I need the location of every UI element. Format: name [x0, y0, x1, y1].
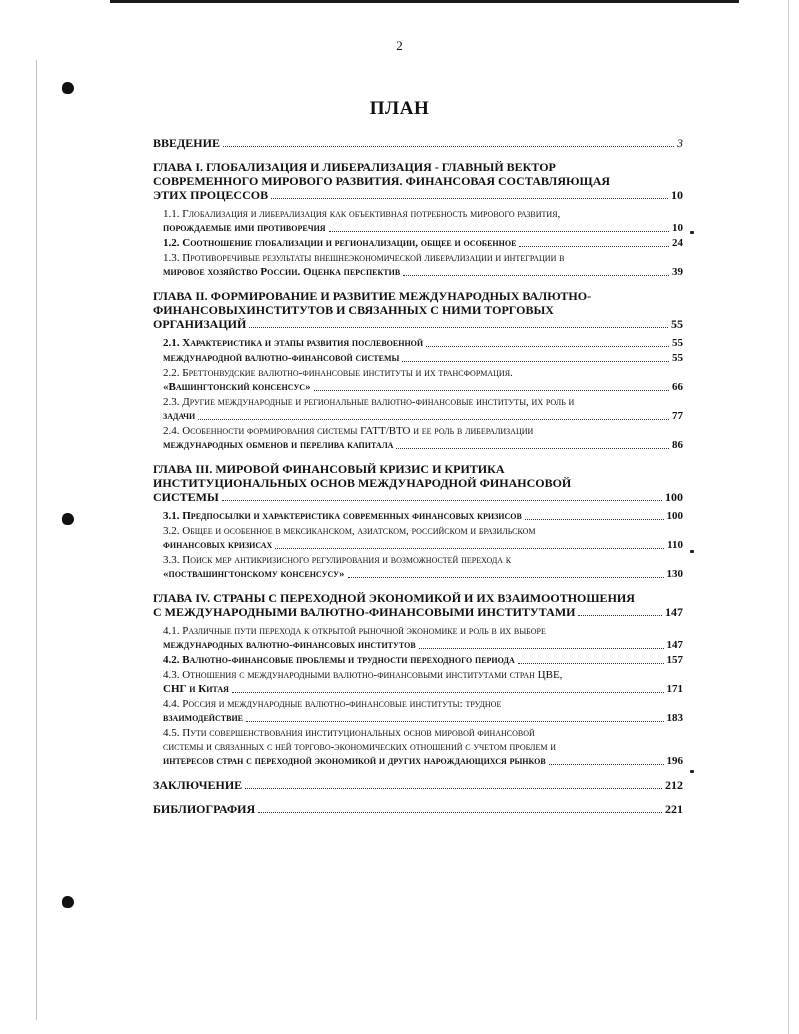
section-entry[interactable] — [163, 438, 683, 452]
toc-section — [163, 509, 683, 523]
page-number: 2 — [396, 38, 403, 53]
section-entry[interactable] — [163, 682, 683, 696]
page-title: ПЛАН — [369, 98, 430, 119]
section-entry[interactable] — [163, 754, 683, 768]
dot-leader — [198, 419, 669, 420]
dot-leader — [249, 327, 668, 328]
chapter-sections — [153, 624, 683, 768]
dot-leader — [246, 721, 663, 722]
chapter-heading-entry-label: СИСТЕМЫ — [153, 490, 219, 504]
section-line: 4.5. Пути совершенствования институциональных основ мировой финансовой — [163, 727, 535, 739]
dot-leader — [518, 663, 664, 664]
scan-speck — [690, 231, 694, 234]
section-entry-label: «Вашингтонский консенсус» — [163, 381, 311, 393]
section-entry-page: 171 — [666, 683, 683, 695]
section-entry-page: 77 — [672, 410, 683, 422]
section-entry-page: 100 — [666, 510, 683, 522]
chapter-heading-entry[interactable] — [153, 490, 683, 504]
chapter-sections — [153, 336, 683, 452]
section-entry-label: задачи — [163, 410, 196, 422]
toc-chapters — [153, 160, 683, 768]
section-entry-page: 157 — [666, 654, 683, 666]
section-line: 4.3. Отношения с международными валютно-финансовыми институтами стран ЦВЕ, — [163, 669, 563, 681]
section-entry[interactable] — [163, 265, 683, 279]
section-entry[interactable] — [163, 336, 683, 350]
toc-section — [163, 624, 683, 652]
section-entry-label: интересов стран с переходной экономикой и других нарождающихся рынков — [163, 755, 546, 767]
section-line: 4.4. Россия и международные валютно-финансовые институты: трудное — [163, 698, 502, 710]
scan-speck — [690, 770, 694, 773]
section-line: 2.4. Особенности формирования системы ГАТТ/ВТО и ее роль в либерализации — [163, 425, 534, 437]
section-line: 1.1. Глобализация и либерализация как объективная потребность мирового развития, — [163, 208, 561, 220]
toc-bibliography-label: БИБЛИОГРАФИЯ — [153, 802, 256, 816]
dot-leader — [222, 500, 662, 501]
chapter-heading-line: ФИНАНСОВЫХИНСТИТУТОВ И СВЯЗАННЫХ С НИМИ ТОРГОВЫХ — [153, 303, 554, 317]
section-entry[interactable] — [163, 567, 683, 581]
toc-section — [163, 726, 683, 768]
toc-section — [163, 653, 683, 667]
section-entry-page: 110 — [667, 539, 683, 551]
section-entry-page: 183 — [666, 712, 683, 724]
section-entry-label: 3.1. Предпосылки и характеристика современных финансовых кризисов — [163, 510, 522, 522]
toc-conclusion-label: ЗАКЛЮЧЕНИЕ — [153, 778, 243, 792]
scan-top-edge — [110, 0, 739, 3]
punch-hole-mark — [62, 82, 74, 94]
section-line: системы и связанных с ней торгово-экономических отношений с учетом проблем и — [163, 741, 556, 753]
dot-leader — [275, 548, 664, 549]
dot-leader — [426, 346, 669, 347]
toc-section — [163, 251, 683, 279]
section-entry-label: международной валютно-финансовой системы — [163, 352, 400, 364]
toc-section — [163, 236, 683, 250]
section-entry[interactable] — [163, 711, 683, 725]
section-entry-page: 86 — [672, 439, 683, 451]
section-entry-label: порождаемые ими противоречия — [163, 222, 326, 234]
dot-leader — [519, 246, 669, 247]
section-entry-label: СНГ и Китая — [163, 683, 229, 695]
section-line: 1.3. Противоречивые результаты внешнеэкономической либерализации и интеграции в — [163, 252, 565, 264]
toc-section — [163, 424, 683, 452]
toc-intro-page: 3 — [677, 136, 683, 150]
toc-bibliography[interactable] — [153, 802, 683, 816]
dot-leader — [245, 788, 662, 789]
section-entry-label: международных валютно-финансовых институтов — [163, 639, 416, 651]
dot-leader — [258, 812, 662, 813]
punch-hole-mark — [62, 513, 74, 525]
scan-left-edge — [36, 60, 37, 1020]
toc-section — [163, 553, 683, 581]
dot-leader — [402, 361, 669, 362]
dot-leader — [232, 692, 664, 693]
section-entry-page: 66 — [672, 381, 683, 393]
dot-leader — [525, 519, 664, 520]
toc-intro[interactable] — [153, 136, 683, 150]
toc-section — [163, 524, 683, 552]
section-entry-page: 55 — [672, 337, 683, 349]
chapter-heading-entry[interactable] — [153, 188, 683, 202]
toc-section — [163, 336, 683, 350]
chapter-heading-entry[interactable] — [153, 605, 683, 619]
section-entry[interactable] — [163, 236, 683, 250]
section-entry[interactable] — [163, 538, 683, 552]
chapter-sections — [153, 207, 683, 279]
dot-leader — [329, 231, 669, 232]
section-entry[interactable] — [163, 221, 683, 235]
toc-chapter-3 — [153, 462, 683, 581]
toc-section — [163, 207, 683, 235]
chapter-heading-line: ГЛАВА II. ФОРМИРОВАНИЕ И РАЗВИТИЕ МЕЖДУНАРОДНЫХ ВАЛЮТНО- — [153, 289, 592, 303]
section-entry[interactable] — [163, 653, 683, 667]
scan-right-edge — [788, 0, 789, 1034]
table-of-contents — [153, 136, 683, 816]
section-entry-page: 147 — [666, 639, 683, 651]
section-entry-label: международных обменов и перелива капитала — [163, 439, 394, 451]
scan-speck — [690, 550, 694, 553]
section-line: 4.1. Различные пути перехода к открытой рыночной экономике и роль в их выборе — [163, 625, 546, 637]
toc-chapter-2 — [153, 289, 683, 452]
section-line: 3.3. Поиск мер антикризисного регулирования и возможностей перехода к — [163, 554, 512, 566]
chapter-heading-line: ИНСТИТУЦИОНАЛЬНЫХ ОСНОВ МЕЖДУНАРОДНОЙ ФИНАНСОВОЙ — [153, 476, 572, 490]
toc-conclusion-page: 212 — [665, 778, 683, 792]
chapter-heading-line: ГЛАВА IV. СТРАНЫ С ПЕРЕХОДНОЙ ЭКОНОМИКОЙ И ИХ ВЗАИМООТНОШЕНИЯ — [153, 591, 635, 605]
toc-section — [163, 366, 683, 394]
toc-intro-label: ВВЕДЕНИЕ — [153, 136, 220, 150]
chapter-heading-entry-label: ОРГАНИЗАЦИЙ — [153, 317, 247, 331]
section-entry[interactable] — [163, 380, 683, 394]
toc-chapter-4 — [153, 591, 683, 768]
dot-leader — [223, 146, 674, 147]
section-line: 2.2. Бреттонвудские валютно-финансовые институты и их трансформация. — [163, 367, 513, 379]
chapter-sections — [153, 509, 683, 581]
chapter-heading-line: СОВРЕМЕННОГО МИРОВОГО РАЗВИТИЯ. ФИНАНСОВАЯ СОСТАВЛЯЮЩАЯ — [153, 174, 611, 188]
section-entry-page: 39 — [672, 266, 683, 278]
section-entry-page: 55 — [672, 352, 683, 364]
section-entry-page: 196 — [666, 755, 683, 767]
section-entry[interactable] — [163, 409, 683, 423]
chapter-heading-entry[interactable] — [153, 317, 683, 331]
dot-leader — [314, 390, 669, 391]
section-entry-page: 10 — [672, 222, 683, 234]
section-line: 2.3. Другие международные и региональные валютно-финансовые институты, их роль и — [163, 396, 575, 408]
chapter-heading-line: ГЛАВА I. ГЛОБАЛИЗАЦИЯ И ЛИБЕРАЛИЗАЦИЯ - ГЛАВНЫЙ ВЕКТОР — [153, 160, 556, 174]
section-entry-label: 4.2. Валютно-финансовые проблемы и трудности переходного периода — [163, 654, 515, 666]
dot-leader — [549, 764, 664, 765]
chapter-heading-entry-page: 147 — [665, 605, 683, 619]
section-entry-label: мировое хозяйство России. Оценка перспектив — [163, 266, 401, 278]
dot-leader — [348, 577, 664, 578]
section-entry-page: 24 — [672, 237, 683, 249]
chapter-heading-entry-page: 100 — [665, 490, 683, 504]
section-entry-label: финансовых кризисах — [163, 539, 273, 551]
chapter-heading-entry-page: 10 — [671, 188, 683, 202]
section-entry[interactable] — [163, 351, 683, 365]
section-entry[interactable] — [163, 638, 683, 652]
section-entry-label: взаимодействие — [163, 712, 244, 724]
dot-leader — [419, 648, 664, 649]
section-line: 3.2. Общее и особенное в мексиканском, азиатском, российском и бразильском — [163, 525, 536, 537]
chapter-heading-entry-label: ЭТИХ ПРОЦЕССОВ — [153, 188, 269, 202]
section-entry[interactable] — [163, 509, 683, 523]
dot-leader — [403, 275, 669, 276]
punch-hole-mark — [62, 896, 74, 908]
toc-chapter-1 — [153, 160, 683, 279]
chapter-heading-entry-label: С МЕЖДУНАРОДНЫМИ ВАЛЮТНО-ФИНАНСОВЫМИ ИНСТИТУТАМИ — [153, 605, 576, 619]
toc-bibliography-page: 221 — [665, 802, 683, 816]
section-entry-page: 130 — [666, 568, 683, 580]
dot-leader — [578, 615, 662, 616]
chapter-heading-line: ГЛАВА III. МИРОВОЙ ФИНАНСОВЫЙ КРИЗИС И КРИТИКА — [153, 462, 505, 476]
dot-leader — [271, 198, 668, 199]
toc-section — [163, 395, 683, 423]
chapter-heading-entry-page: 55 — [671, 317, 683, 331]
section-entry-label: 2.1. Характеристика и этапы развития послевоенной — [163, 337, 424, 349]
toc-section — [163, 668, 683, 696]
toc-section — [163, 697, 683, 725]
toc-conclusion[interactable] — [153, 778, 683, 792]
section-entry-label: «поствашингтонскому консенсусу» — [163, 568, 345, 580]
toc-section — [163, 351, 683, 365]
section-entry-label: 1.2. Соотношение глобализации и регионализации, общее и особенное — [163, 237, 517, 249]
dot-leader — [396, 448, 669, 449]
